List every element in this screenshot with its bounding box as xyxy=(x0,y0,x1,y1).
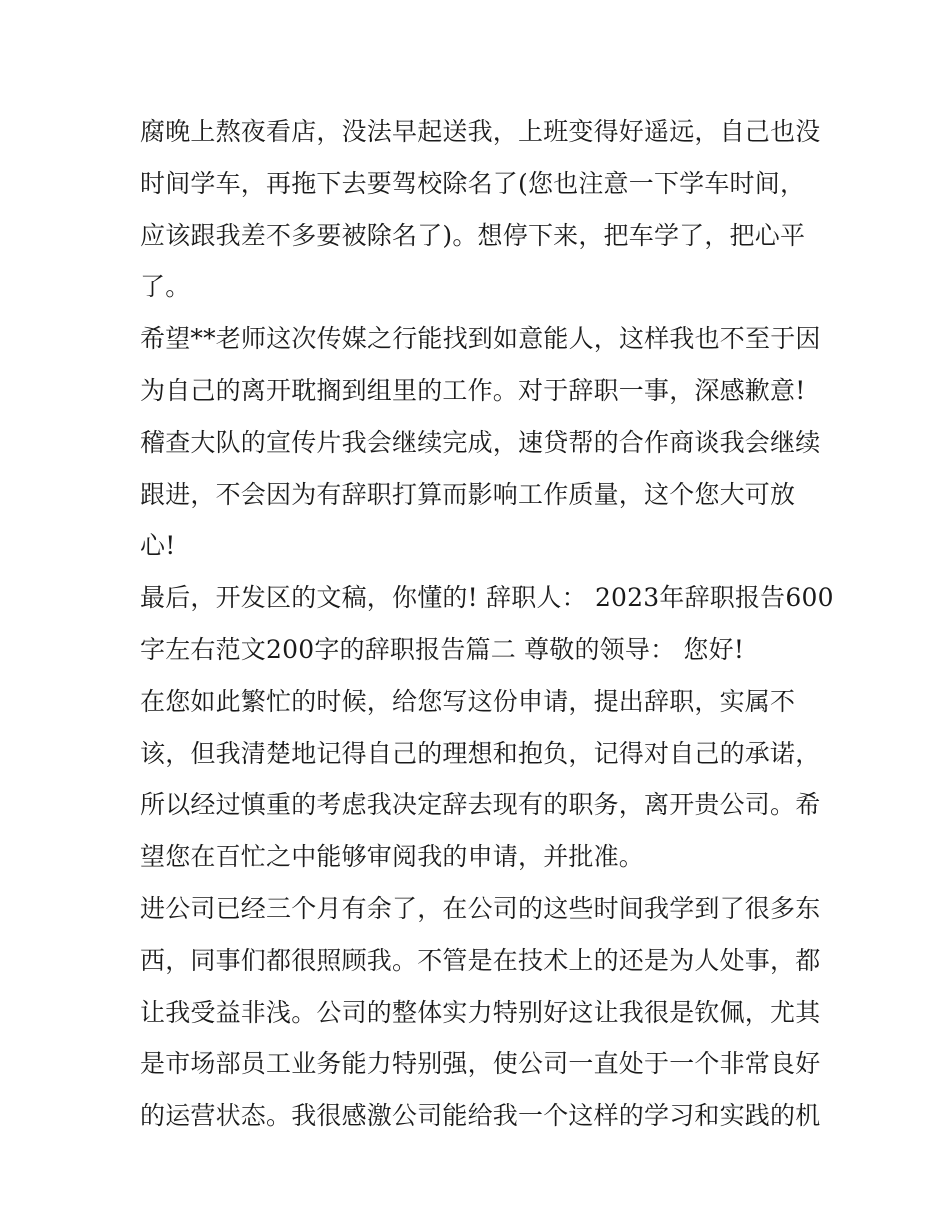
text-line-15: 望您在百忙之中能够审阅我的申请，并批准。 xyxy=(140,842,645,872)
text-line-11: 字左右范文200字的辞职报告篇二 尊敬的领导： 您好! xyxy=(140,634,745,664)
document-body xyxy=(140,106,834,1142)
text-line-8: 跟进，不会因为有辞职打算而影响工作质量，这个您大可放 xyxy=(140,479,796,509)
text-line-19: 是市场部员工业务能力特别强，使公司一直处于一个非常良好 xyxy=(140,1049,821,1079)
text-line-6: 为自己的离开耽搁到组里的工作。对于辞职一事，深感歉意! xyxy=(140,375,806,405)
text-line-13: 该，但我清楚地记得自己的理想和抱负，记得对自己的承诺， xyxy=(140,738,821,768)
text-line-20: 的运营状态。我很感激公司能给我一个这样的学习和实践的机 xyxy=(140,1101,821,1131)
text-line-7: 稽查大队的宣传片我会继续完成，速贷帮的合作商谈我会继续 xyxy=(140,427,821,457)
text-line-10: 最后，开发区的文稿，你懂的! 辞职人： 2023年辞职报告600 xyxy=(140,583,834,613)
text-line-12: 在您如此繁忙的时候，给您写这份申请，提出辞职，实属不 xyxy=(140,686,796,716)
text-line-5: 希望**老师这次传媒之行能找到如意能人，这样我也不至于因 xyxy=(140,324,821,354)
text-line-4: 了。 xyxy=(140,272,191,302)
text-line-16: 进公司已经三个月有余了，在公司的这些时间我学到了很多东 xyxy=(140,893,821,923)
text-line-1: 腐晚上熬夜看店，没法早起送我，上班变得好遥远，自己也没 xyxy=(140,117,821,146)
text-line-14: 所以经过慎重的考虑我决定辞去现有的职务，离开贵公司。希 xyxy=(140,790,821,820)
text-line-9: 心! xyxy=(140,531,176,561)
text-line-3: 应该跟我差不多要被除名了)。想停下来，把车学了，把心平 xyxy=(140,220,806,250)
text-line-18: 让我受益非浅。公司的整体实力特别好这让我很是钦佩，尤其 xyxy=(140,997,821,1027)
text-line-2: 时间学车，再拖下去要驾校除名了(您也注意一下学车时间， xyxy=(140,168,806,198)
text-line-17: 西，同事们都很照顾我。不管是在技术上的还是为人处事，都 xyxy=(140,945,821,975)
